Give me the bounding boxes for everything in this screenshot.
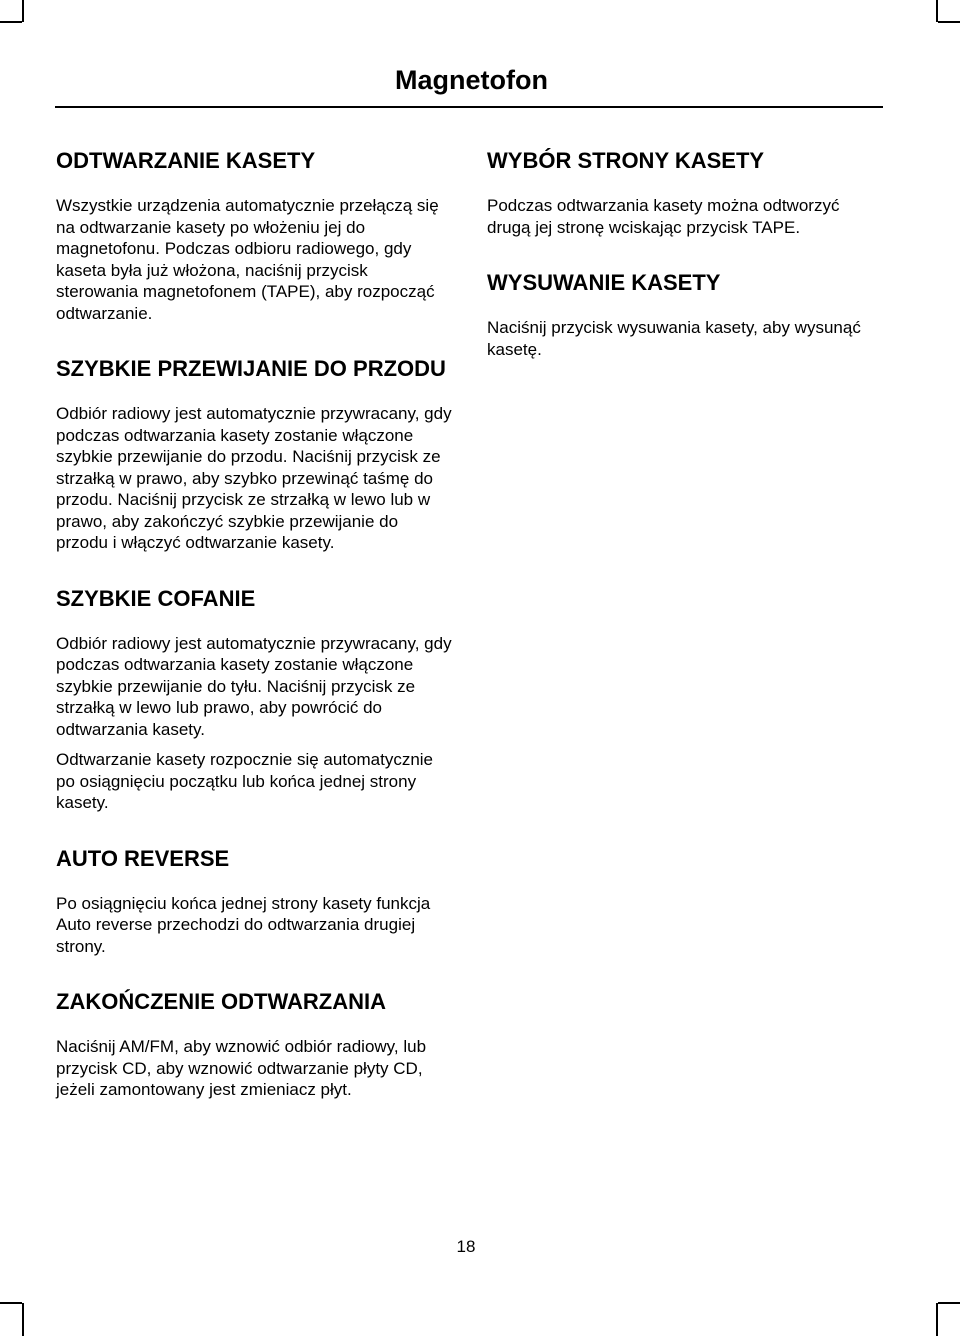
section-paragraph: Odbiór radiowy jest automatycznie przywracany, gdy podczas odtwarzania kasety zostanie włączone szybkie przewijanie do przodu. Naciśnij przycisk ze strzałką w prawo, aby szybko przewinąć taśmę do przodu. Naciśnij przycisk ze strzałką w lewo lub w prawo, aby zakończyć szybkie przewijanie do przodu i włączyć odtwarzanie kasety.: [56, 404, 452, 552]
section-paragraph: Wszystkie urządzenia automatycznie przełączą się na odtwarzanie kasety po włożeniu jej do magnetofonu. Podczas odbioru radiowego, gdy kaseta była już włożona, naciśnij przycisk sterowania magnetofonem (TAPE), aby rozpocząć odtwarzanie.: [56, 196, 439, 323]
section-heading: SZYBKIE COFANIE: [56, 585, 256, 611]
crop-mark-top-left: [22, 0, 24, 22]
section-paragraph: Po osiągnięciu końca jednej strony kasety funkcja Auto reverse przechodzi do odtwarzania drugiej strony.: [56, 893, 431, 956]
crop-mark-top-left-h: [0, 21, 22, 23]
section-paragraph: Odtwarzanie kasety rozpocznie się automatycznie po osiągnięciu początku lub końca jednej strony kasety.: [56, 750, 434, 812]
right-column: [487, 146, 887, 360]
section-heading: WYBÓR STRONY KASETY: [487, 148, 765, 173]
section-paragraph: Podczas odtwarzania kasety można odtworzyć drugą jej stronę wciskając przycisk TAPE.: [487, 196, 840, 237]
section-paragraph: Naciśnij przycisk wysuwania kasety, aby wysunąć kasetę.: [487, 318, 861, 359]
section-heading: AUTO REVERSE: [56, 845, 230, 871]
section-paragraph: Naciśnij AM/FM, aby wznowić odbiór radiowy, lub przycisk CD, aby wznowić odtwarzanie płyty CD, jeżeli zamontowany jest zmieniacz płyt.: [56, 1037, 427, 1099]
section-heading: ZAKOŃCZENIE ODTWARZANIA: [56, 989, 386, 1014]
crop-mark-bottom-right-h: [938, 1302, 960, 1304]
section-heading: WYSUWANIE KASETY: [487, 270, 721, 295]
page-number: 18: [456, 1237, 476, 1256]
title-rule: [55, 106, 883, 108]
section-heading: SZYBKIE PRZEWIJANIE DO PRZODU: [56, 356, 446, 381]
crop-mark-bottom-left-h: [0, 1302, 22, 1304]
crop-mark-bottom-right: [936, 1303, 938, 1336]
left-column: [56, 146, 454, 1101]
section-heading: ODTWARZANIE KASETY: [56, 148, 316, 173]
section-paragraph: Odbiór radiowy jest automatycznie przywracany, gdy podczas odtwarzania kasety zostanie włączone szybkie przewijanie do tyłu. Naciśnij przycisk ze strzałką w lewo lub prawo, aby powrócić do odtwarzania kasety.: [56, 633, 452, 739]
crop-mark-top-right-h: [938, 21, 960, 23]
page-title: Magnetofon: [395, 65, 548, 95]
crop-mark-bottom-left: [22, 1303, 24, 1336]
crop-mark-top-right: [936, 0, 938, 22]
